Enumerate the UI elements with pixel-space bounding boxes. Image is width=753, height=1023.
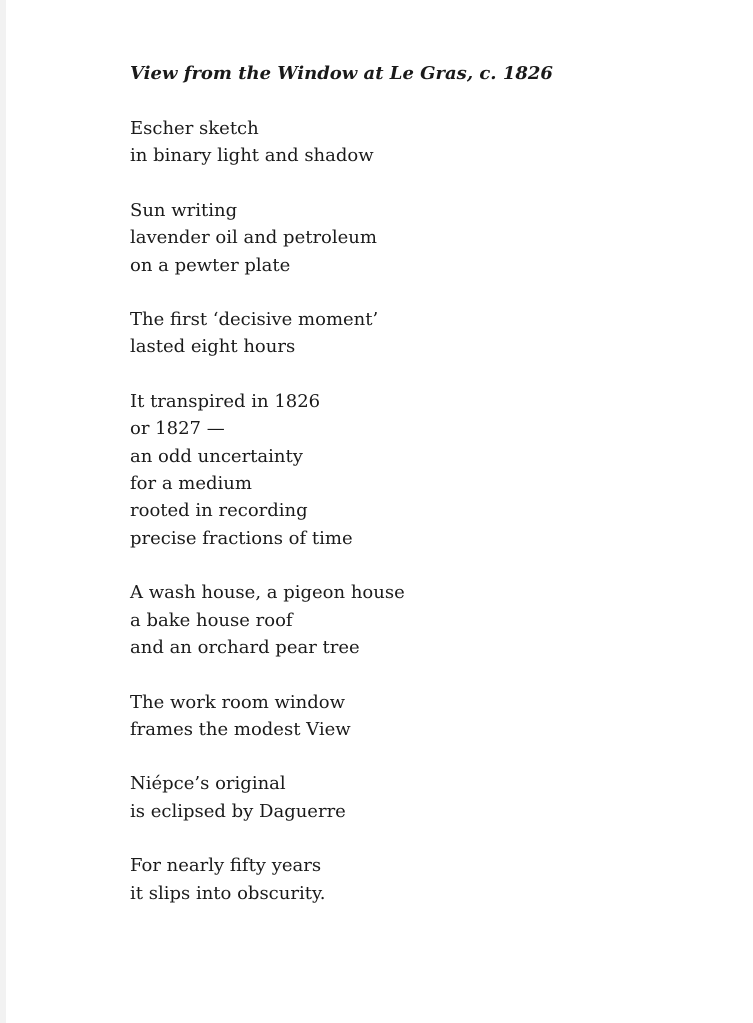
stanza — [130, 388, 690, 552]
document-page — [6, 0, 753, 1023]
poem-line: lavender oil and petroleum — [130, 227, 377, 249]
poem-line: The work room window — [130, 691, 346, 713]
poem-line: It transpired in 1826 — [130, 390, 321, 412]
poem-line: precise fractions of time — [130, 527, 353, 549]
poem — [130, 60, 690, 934]
stanza — [130, 770, 690, 825]
stanza — [130, 197, 690, 279]
poem-line: Sun writing — [130, 199, 238, 221]
poem-line: on a pewter plate — [130, 254, 291, 276]
poem-line: lasted eight hours — [130, 336, 296, 358]
poem-line: A wash house, a pigeon house — [130, 582, 405, 604]
poem-line: For nearly fifty years — [130, 855, 322, 877]
poem-line: or 1827 — — [130, 418, 225, 440]
poem-line: is eclipsed by Daguerre — [130, 800, 346, 822]
poem-line: it slips into obscurity. — [130, 882, 326, 904]
stanza — [130, 115, 690, 170]
stanza — [130, 306, 690, 361]
poem-line: Niépce’s original — [130, 773, 286, 795]
poem-title: View from the Window at Le Gras, c. 1826 — [130, 63, 553, 84]
poem-line: an odd uncertainty — [130, 445, 303, 467]
poem-line: for a medium — [130, 473, 252, 495]
poem-line: frames the modest View — [130, 718, 351, 740]
poem-line: a bake house roof — [130, 609, 293, 631]
stanza — [130, 579, 690, 661]
stanza — [130, 689, 690, 744]
poem-line: The first ‘decisive moment’ — [130, 309, 379, 331]
poem-line: Escher sketch — [130, 118, 259, 139]
poem-line: and an orchard pear tree — [130, 637, 360, 659]
stanza — [130, 852, 690, 907]
poem-line: in binary light and shadow — [130, 145, 374, 167]
poem-line: rooted in recording — [130, 500, 308, 522]
